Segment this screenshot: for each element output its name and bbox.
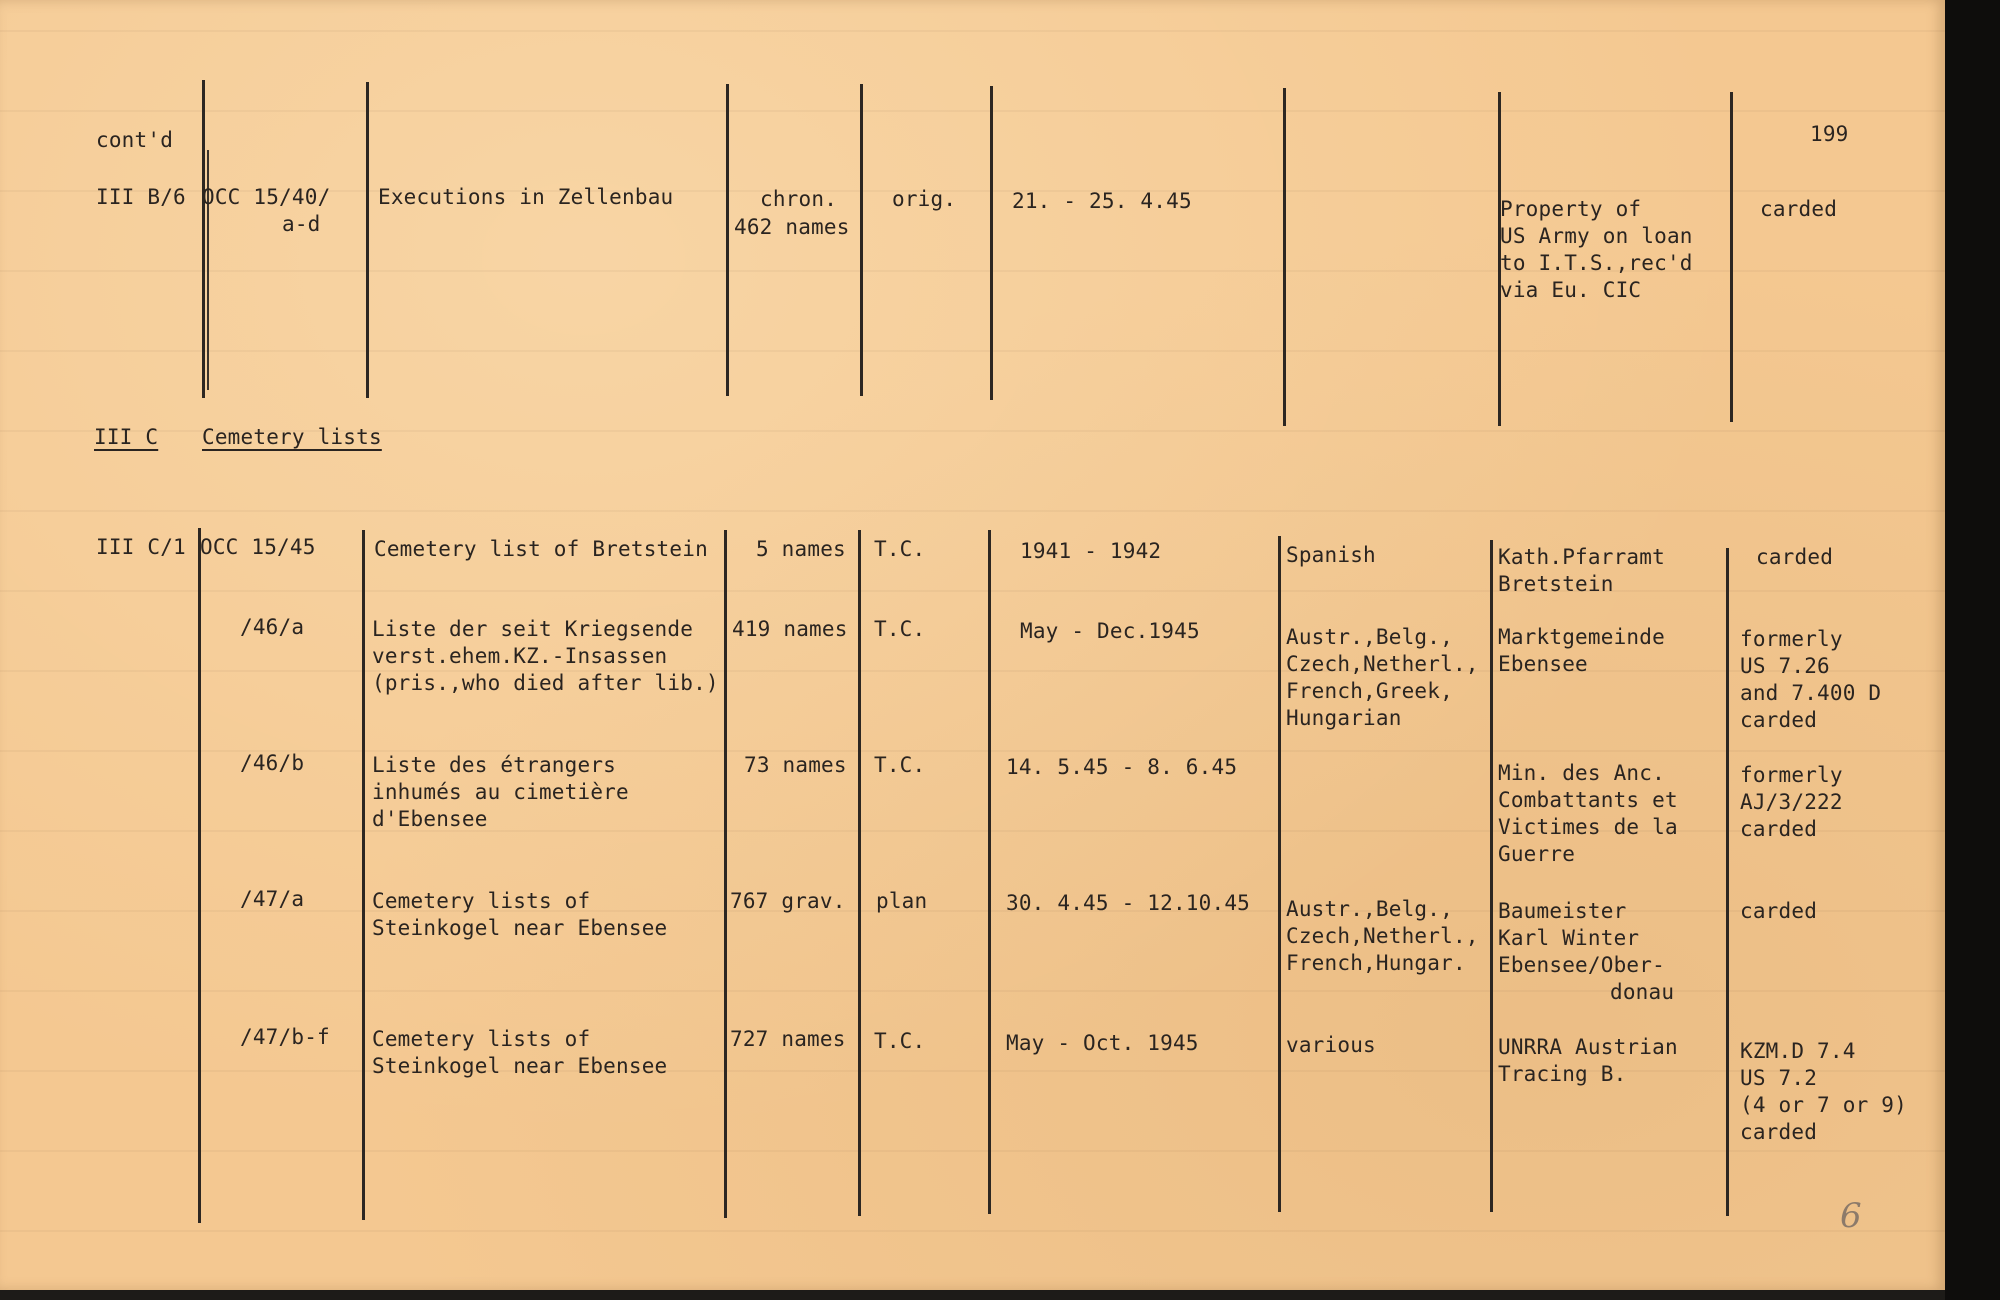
row-form: plan: [876, 889, 928, 913]
row-remarks: formerly: [1740, 763, 1843, 787]
row-source: Baumeister: [1498, 899, 1627, 923]
row-remarks: carded: [1740, 1120, 1818, 1144]
row-source: Bretstein: [1498, 572, 1614, 596]
row-form: T.C.: [874, 753, 926, 777]
row-quantity: 419 names: [732, 617, 848, 641]
row-remarks: formerly: [1740, 627, 1843, 651]
row-title: Liste des étrangers: [372, 753, 617, 777]
row-nationality: various: [1286, 1033, 1376, 1057]
page-edge-shadow: [1945, 0, 2000, 1300]
row-date: 30. 4.45 - 12.10.45: [1006, 891, 1251, 915]
row-source: via Eu. CIC: [1500, 278, 1642, 302]
row-ref: III B/6: [96, 185, 186, 209]
row-nationality: Spanish: [1286, 543, 1376, 567]
row-source: Marktgemeinde: [1498, 625, 1665, 649]
row-source: Guerre: [1498, 842, 1576, 866]
column-rule: [860, 84, 863, 396]
row-remarks: KZM.D 7.4: [1740, 1039, 1856, 1063]
row-quantity: chron.: [760, 187, 838, 211]
column-rule: [1726, 548, 1729, 1216]
pencil-mark: 6: [1840, 1196, 1862, 1236]
column-rule: [366, 82, 369, 398]
row-occ: /46/a: [240, 615, 305, 639]
row-title: d'Ebensee: [372, 807, 488, 831]
row-remarks: carded: [1740, 817, 1818, 841]
row-source: US Army on loan: [1500, 224, 1693, 248]
row-form: orig.: [892, 187, 957, 211]
row-date: May - Dec.1945: [1020, 619, 1200, 643]
row-date: 21. - 25. 4.45: [1012, 189, 1192, 213]
row-quantity: 5 names: [756, 537, 846, 561]
row-source: to I.T.S.,rec'd: [1500, 251, 1693, 275]
row-source: Karl Winter: [1498, 926, 1640, 950]
row-nationality: French,Greek,: [1286, 679, 1453, 703]
row-title: Executions in Zellenbau: [378, 185, 674, 209]
row-remarks: carded: [1740, 899, 1818, 923]
column-rule: [990, 86, 993, 400]
row-form: T.C.: [874, 537, 926, 561]
row-quantity: 73 names: [744, 753, 847, 777]
row-title: Liste der seit Kriegsende: [372, 617, 694, 641]
row-remarks: US 7.2: [1740, 1066, 1818, 1090]
column-rule: [1283, 88, 1286, 426]
row-nationality: Czech,Netherl.,: [1286, 652, 1479, 676]
column-rule: [202, 80, 205, 398]
column-rule: [988, 530, 991, 1214]
row-remarks: US 7.26: [1740, 654, 1830, 678]
row-source: Victimes de la: [1498, 815, 1678, 839]
row-source: Tracing B.: [1498, 1062, 1627, 1086]
column-rule: [1490, 540, 1493, 1212]
row-occ: /47/a: [240, 887, 305, 911]
row-nationality: Czech,Netherl.,: [1286, 924, 1479, 948]
row-title: inhumés au cimetière: [372, 780, 629, 804]
row-occ: OCC 15/40/: [202, 185, 331, 209]
row-source: Property of: [1500, 197, 1642, 221]
row-ref: III C/1: [96, 535, 186, 559]
row-title: Cemetery lists of: [372, 1027, 591, 1051]
row-source: Combattants et: [1498, 788, 1678, 812]
row-remarks: carded: [1756, 545, 1834, 569]
row-occ: /47/b-f: [240, 1025, 330, 1049]
section-title: Cemetery lists: [202, 425, 382, 449]
row-date: 14. 5.45 - 8. 6.45: [1006, 755, 1238, 779]
row-date: May - Oct. 1945: [1006, 1031, 1199, 1055]
row-title: verst.ehem.KZ.-Insassen: [372, 644, 668, 668]
row-form: T.C.: [874, 1029, 926, 1053]
row-quantity: 767 grav.: [730, 889, 846, 913]
row-form: T.C.: [874, 617, 926, 641]
column-rule: [724, 530, 727, 1218]
row-remarks: and 7.400 D: [1740, 681, 1882, 705]
row-occ: /46/b: [240, 751, 305, 775]
column-rule: [858, 530, 861, 1216]
column-rule: [726, 84, 729, 396]
row-remarks: carded: [1760, 197, 1838, 221]
column-rule: [362, 530, 365, 1220]
row-title: (pris.,who died after lib.): [372, 671, 719, 695]
row-remarks: carded: [1740, 708, 1818, 732]
page-number: 199: [1810, 122, 1849, 146]
row-occ: OCC 15/45: [200, 535, 316, 559]
row-title: Cemetery lists of: [372, 889, 591, 913]
row-occ-suffix: a-d: [282, 212, 321, 236]
column-rule: [1278, 536, 1281, 1212]
column-rule: [198, 528, 201, 1223]
row-remarks: AJ/3/222: [1740, 790, 1843, 814]
row-source: donau: [1610, 980, 1675, 1004]
row-source: Kath.Pfarramt: [1498, 545, 1665, 569]
contd-label: cont'd: [96, 128, 174, 152]
section-code: III C: [94, 425, 159, 449]
row-source: Ebensee: [1498, 652, 1588, 676]
row-nationality: Austr.,Belg.,: [1286, 625, 1453, 649]
row-remarks: (4 or 7 or 9): [1740, 1093, 1907, 1117]
row-source: Ebensee/Ober-: [1498, 953, 1665, 977]
row-quantity: 462 names: [734, 215, 850, 239]
row-source: UNRRA Austrian: [1498, 1035, 1678, 1059]
column-rule: [1730, 92, 1733, 422]
row-source: Min. des Anc.: [1498, 761, 1665, 785]
row-nationality: French,Hungar.: [1286, 951, 1466, 975]
row-nationality: Hungarian: [1286, 706, 1402, 730]
row-title: Steinkogel near Ebensee: [372, 916, 668, 940]
row-date: 1941 - 1942: [1020, 539, 1162, 563]
row-title: Steinkogel near Ebensee: [372, 1054, 668, 1078]
row-title: Cemetery list of Bretstein: [374, 537, 708, 561]
row-nationality: Austr.,Belg.,: [1286, 897, 1453, 921]
row-quantity: 727 names: [730, 1027, 846, 1051]
